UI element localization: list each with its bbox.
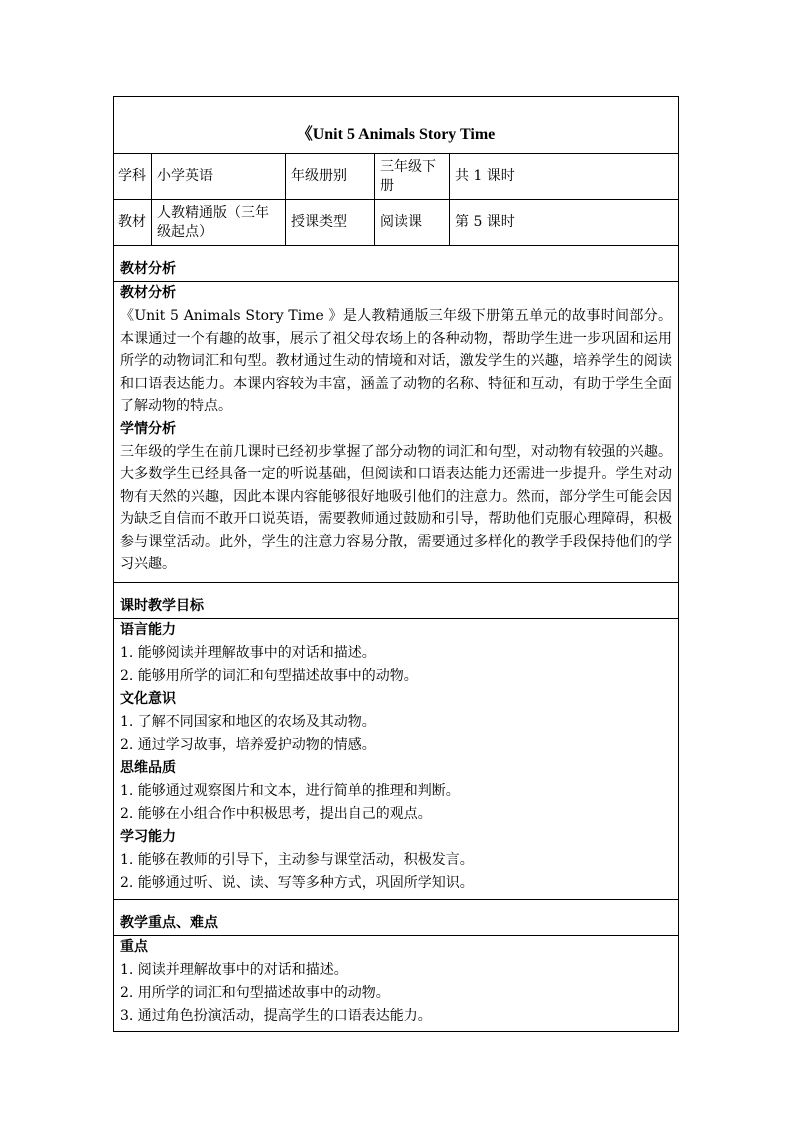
language-ability-title: 语言能力 <box>120 621 176 638</box>
list-item: 2. 通过学习故事，培养爱护动物的情感。 <box>120 736 376 753</box>
list-item: 3. 通过角色扮演活动，提高学生的口语表达能力。 <box>120 1007 432 1024</box>
goals-block <box>114 619 678 900</box>
title-row <box>114 97 678 154</box>
subject-value: 小学英语 <box>152 154 286 199</box>
list-item: 1. 能够通过观察图片和文本，进行简单的推理和判断。 <box>120 782 460 799</box>
period-number: 第 5 课时 <box>455 214 515 230</box>
list-item: 2. 用所学的词汇和句型描述故事中的动物。 <box>120 984 390 1001</box>
info-row-2 <box>114 200 678 246</box>
list-item: 2. 能够通过听、说、读、写等多种方式，巩固所学知识。 <box>120 874 474 891</box>
document-title: 《Unit 5 Animals Story Time <box>296 125 496 143</box>
info-row-1 <box>114 154 678 200</box>
lesson-type-label: 授课类型 <box>286 200 375 245</box>
textbook-analysis-title: 教材分析 <box>120 285 176 301</box>
culture-awareness-title: 文化意识 <box>120 690 176 707</box>
list-item: 1. 阅读并理解故事中的对话和描述。 <box>120 961 348 978</box>
grade-label: 年级册别 <box>286 154 375 199</box>
list-item: 1. 了解不同国家和地区的农场及其动物。 <box>120 713 376 730</box>
total-periods: 共 1 课时 <box>455 168 515 184</box>
lesson-type-value: 阅读课 <box>375 200 450 245</box>
textbook-label: 教材 <box>114 200 152 245</box>
key-points-title: 重点 <box>120 938 148 955</box>
learning-ability-title: 学习能力 <box>120 828 176 845</box>
lesson-plan-table <box>113 96 679 1032</box>
list-item: 1. 能够阅读并理解故事中的对话和描述。 <box>120 644 376 661</box>
thinking-quality-title: 思维品质 <box>120 759 176 776</box>
analysis-block <box>114 282 678 583</box>
list-item: 2. 能够用所学的词汇和句型描述故事中的动物。 <box>120 667 418 684</box>
list-item: 1. 能够在教师的引导下，主动参与课堂活动，积极发言。 <box>120 851 474 868</box>
subject-label: 学科 <box>114 154 152 199</box>
section-heading-focus: 教学重点、难点 <box>114 900 678 936</box>
focus-block <box>114 936 678 1031</box>
list-item: 2. 能够在小组合作中积极思考，提出自己的观点。 <box>120 805 432 822</box>
textbook-value: 人教精通版（三年级起点） <box>152 200 286 245</box>
section-heading-goals: 课时教学目标 <box>114 583 678 619</box>
section-heading-analysis: 教材分析 <box>114 246 678 282</box>
grade-value: 三年级下册 <box>375 154 450 199</box>
textbook-analysis-text: 《Unit 5 Animals Story Time 》是人教精通版三年级下册第五单元的故事时间部分。本课通过一个有趣的故事，展示了祖父母农场上的各种动物，帮助学生进一步巩固和运用所学的动物词汇和句型。教材通过生动的情境和对话，激发学生的兴趣，培养学生的阅读和口语表达能力。本课内容较为丰富，涵盖了动物的名称、特征和互动，有助于学生全面了解动物的特点。 <box>120 308 672 414</box>
student-analysis-text: 三年级的学生在前几课时已经初步掌握了部分动物的词汇和句型，对动物有较强的兴趣。大多数学生已经具备一定的听说基础，但阅读和口语表达能力还需进一步提升。学生对动物有天然的兴趣，因此本课内容能够很好地吸引他们的注意力。然而，部分学生可能会因为缺乏自信而不敢开口说英语，需要教师通过鼓励和引导，帮助他们克服心理障碍，积极参与课堂活动。此外，学生的注意力容易分散，需要通过多样化的教学手段保持他们的学习兴趣。 <box>120 443 672 572</box>
student-analysis-title: 学情分析 <box>120 420 176 437</box>
